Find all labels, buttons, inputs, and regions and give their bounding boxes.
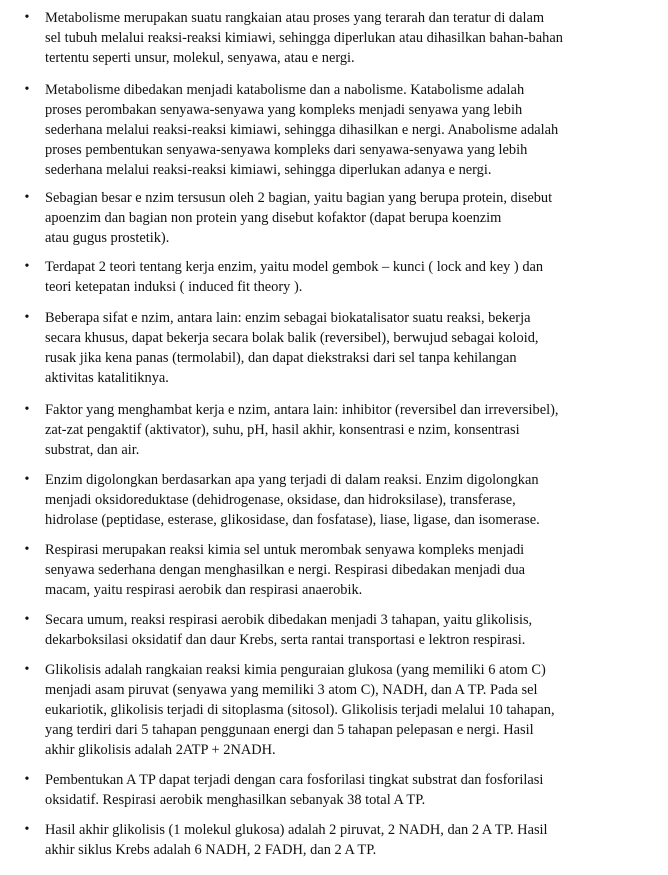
text-line: akhir glikolisis adalah 2ATP + 2NADH. — [45, 742, 276, 758]
text-line: dekarboksilasi oksidatif dan daur Krebs, serta rantai transportasi e lektron respirasi. — [45, 632, 526, 648]
text-line: secara khusus, dapat bekerja secara bolak balik (reversibel), berwujud sebagai koloid, — [45, 330, 539, 346]
bullet-dot-icon: • — [24, 822, 30, 837]
text-line: Pembentukan A TP dapat terjadi dengan cara fosforilasi tingkat substrat dan fosforilasi — [45, 772, 544, 788]
text-line: sederhana melalui reaksi-reaksi kimiawi, sehingga dihasilkan e nergi. Anabolisme adalah — [45, 122, 559, 138]
text-line: Enzim digolongkan berdasarkan apa yang terjadi di dalam reaksi. Enzim digolongkan — [45, 472, 539, 488]
text-line: Glikolisis adalah rangkaian reaksi kimia penguraian glukosa (yang memiliki 6 atom C) — [45, 662, 546, 678]
text-line: Secara umum, reaksi respirasi aerobik dibedakan menjadi 3 tahapan, yaitu glikolisis, — [45, 612, 533, 628]
text-line: apoenzim dan bagian non protein yang disebut kofaktor (dapat berupa koenzim — [45, 210, 502, 226]
text-line: akhir siklus Krebs adalah 6 NADH, 2 FADH, dan 2 A TP. — [45, 842, 377, 858]
bullet-dot-icon: • — [24, 472, 30, 487]
text-line: aktivitas katalitiknya. — [45, 370, 169, 386]
bullet-dot-icon: • — [24, 259, 30, 274]
text-line: Terdapat 2 teori tentang kerja enzim, yaitu model gembok – kunci ( lock and key ) dan — [45, 259, 544, 275]
text-line: sel tubuh melalui reaksi-reaksi kimiawi, sehingga diperlukan atau dihasilkan bahan-bahan — [45, 30, 563, 46]
text-line: teori ketepatan induksi ( induced fit theory ). — [45, 279, 303, 295]
text-line: substrat, dan air. — [45, 442, 140, 458]
text-line: Metabolisme merupakan suatu rangkaian atau proses yang terarah dan teratur di dalam — [45, 10, 545, 26]
text-line: Metabolisme dibedakan menjadi katabolisme dan a nabolisme. Katabolisme adalah — [45, 82, 525, 98]
bullet-dot-icon: • — [24, 310, 30, 325]
bullet-dot-icon: • — [24, 190, 30, 205]
text-line: menjadi oksidoreduktase (dehidrogenase, oksidase, dan hidroksilase), transferase, — [45, 492, 516, 508]
bullet-dot-icon: • — [24, 612, 30, 627]
text-line: hidrolase (peptidase, esterase, glikosidase, dan fosfatase), liase, ligase, dan isomerase. — [45, 512, 540, 528]
text-line: Beberapa sifat e nzim, antara lain: enzim sebagai biokatalisator suatu reaksi, bekerja — [45, 310, 531, 326]
text-line: sederhana melalui reaksi-reaksi kimiawi, sehingga diperlukan adanya e nergi. — [45, 162, 492, 178]
text-line: zat-zat pengaktif (aktivator), suhu, pH, hasil akhir, konsentrasi e nzim, konsentrasi — [45, 422, 520, 438]
bullet-dot-icon: • — [24, 10, 30, 25]
text-line: macam, yaitu respirasi aerobik dan respirasi anaerobik. — [45, 582, 363, 598]
text-line: Sebagian besar e nzim tersusun oleh 2 bagian, yaitu bagian yang berupa protein, disebut — [45, 190, 553, 206]
text-line: atau gugus prostetik). — [45, 230, 170, 246]
bullet-dot-icon: • — [24, 542, 30, 557]
text-line: yang terdiri dari 5 tahapan penggunaan energi dan 5 tahapan pelepasan e nergi. Hasil — [45, 722, 534, 738]
text-line: rusak jika kena panas (termolabil), dan dapat diekstraksi dari sel tanpa kehilangan — [45, 350, 517, 366]
bullet-dot-icon: • — [24, 82, 30, 97]
bullet-dot-icon: • — [24, 662, 30, 677]
text-line: menjadi asam piruvat (senyawa yang memiliki 3 atom C), NADH, dan A TP. Pada sel — [45, 682, 538, 698]
text-line: tertentu seperti unsur, molekul, senyawa, atau e nergi. — [45, 50, 355, 66]
bullet-dot-icon: • — [24, 402, 30, 417]
text-line: senyawa sederhana dengan menghasilkan e nergi. Respirasi dibedakan menjadi dua — [45, 562, 526, 578]
bullet-dot-icon: • — [24, 772, 30, 787]
text-line: eukariotik, glikolisis terjadi di sitoplasma (sitosol). Glikolisis terjadi melalui 10 tahapan, — [45, 702, 555, 718]
text-line: proses perombakan senyawa-senyawa yang kompleks menjadi senyawa yang lebih — [45, 102, 523, 118]
text-line: Hasil akhir glikolisis (1 molekul glukosa) adalah 2 piruvat, 2 NADH, dan 2 A TP. Hasil — [45, 822, 548, 838]
text-line: oksidatif. Respirasi aerobik menghasilkan sebanyak 38 total A TP. — [45, 792, 426, 808]
text-line: Respirasi merupakan reaksi kimia sel untuk merombak senyawa kompleks menjadi — [45, 542, 525, 558]
text-line: Faktor yang menghambat kerja e nzim, antara lain: inhibitor (reversibel dan irreversibel), — [45, 402, 559, 418]
text-line: proses pembentukan senyawa-senyawa kompleks dari senyawa-senyawa yang lebih — [45, 142, 528, 158]
